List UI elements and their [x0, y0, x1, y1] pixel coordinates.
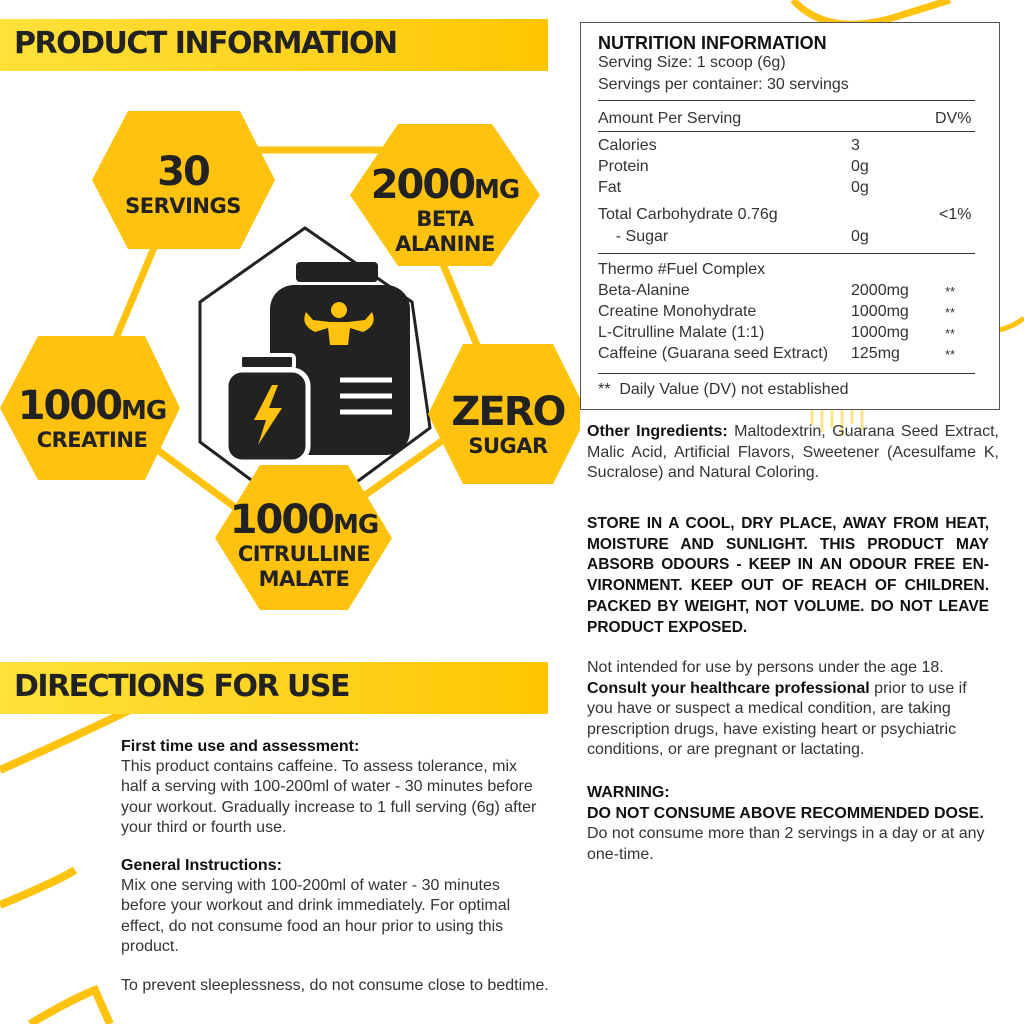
divider	[598, 373, 975, 374]
divider	[598, 131, 975, 132]
general-instructions-title: General Instructions:	[121, 857, 282, 874]
dv-footnote: ** Daily Value (DV) not established	[598, 381, 849, 398]
caution-consult: Consult your healthcare professional	[587, 679, 870, 697]
complex-row-name: Caffeine (Guarana seed Extract)	[598, 345, 829, 362]
hex-zero-label: SUGAR	[468, 434, 548, 458]
warning-text: Do not consume more than 2 servings in a day or at any one-time.	[587, 825, 985, 863]
directions-title: DIRECTIONS FOR USE	[14, 669, 349, 704]
hex-servings-number: 30	[157, 149, 209, 195]
serving-size: Serving Size: 1 scoop (6g)	[598, 54, 786, 71]
complex-row-name: Creatine Monohydrate	[598, 303, 757, 320]
row-calories-name: Calories	[598, 137, 657, 154]
complex-row-dv: **	[945, 347, 956, 362]
hex-beta-label-2: ALANINE	[395, 232, 495, 256]
hex-beta-label-1: BETA	[416, 207, 474, 231]
hex-beta-alanine-text	[360, 162, 530, 256]
complex-row-amount: 125mg	[851, 345, 900, 362]
caution-rest: prior to use if you have or suspect a medical condition, are taking prescription drugs, have existing heart or psychiatric conditions, or are pregnant or lactating.	[587, 679, 967, 759]
directions-banner	[0, 662, 548, 714]
first-use-title: First time use and assessment:	[121, 738, 360, 755]
hex-creatine-label: CREATINE	[36, 428, 148, 452]
complex-row-amount: 2000mg	[851, 282, 909, 299]
hex-citrulline-label-1: CITRULLINE	[237, 542, 371, 566]
warning-dose: DO NOT CONSUME ABOVE RECOMMENDED DOSE.	[587, 804, 984, 822]
hex-servings-text	[120, 149, 246, 218]
hex-zero-number: ZERO	[451, 389, 565, 435]
complex-row-dv: **	[945, 284, 956, 299]
row-sugar-name: - Sugar	[598, 228, 669, 245]
warning-title: WARNING:	[587, 784, 670, 801]
complex-row-dv: **	[945, 326, 956, 341]
hex-citrulline-label-2: MALATE	[258, 567, 350, 591]
complex-row-amount: 1000mg	[851, 324, 909, 341]
dv-header: DV%	[935, 110, 972, 127]
general-instructions-section	[121, 856, 541, 957]
hex-zero-sugar-text	[445, 389, 571, 458]
other-ingredients-text: Maltodextrin, Guarana Seed Extract, Malic Acid, Artificial Flavors, Sweetener (Acesulfame K, Sucralose) and Natural Coloring.	[587, 423, 999, 482]
row-protein-name: Protein	[598, 158, 649, 175]
storage-instructions: STORE IN A COOL, DRY PLACE, AWAY FROM HEAT, MOISTURE AND SUNLIGHT. THIS PRODUCT MAY ABSORB ODOURS - KEEP IN AN ODOUR FREE EN-VIRONMENT. KEEP OUT OF REACH OF CHILDREN. PACKED BY WEIGHT, NOT VOLUME. DO NOT LEAVE PRODUCT EXPOSED.	[587, 515, 989, 636]
first-use-section	[121, 737, 541, 838]
divider	[598, 100, 975, 101]
first-use-text: This product contains caffeine. To assess tolerance, mix half a serving with 100-200ml of water - 30 minutes before your workout. Gradually increase to 1 full serving (6g) after your third or fourth use.	[121, 758, 537, 836]
row-fat-amount: 0g	[851, 179, 869, 196]
row-carb-dv: <1%	[939, 206, 972, 223]
caution-age: Not intended for use by persons under the age 18.	[587, 659, 944, 676]
complex-row-amount: 1000mg	[851, 303, 909, 320]
product-info-title: PRODUCT INFORMATION	[14, 26, 397, 61]
nutrition-panel	[580, 22, 1000, 410]
servings-per-container: Servings per container: 30 servings	[598, 76, 849, 93]
row-sugar-amount: 0g	[851, 228, 869, 245]
hex-citrulline-text	[222, 497, 386, 591]
hex-beta-number: 2000MG	[370, 162, 520, 208]
sleep-note: To prevent sleeplessness, do not consume close to bedtime.	[121, 977, 549, 994]
other-ingredients-label: Other Ingredients:	[587, 423, 728, 440]
row-carb-name: Total Carbohydrate 0.76g	[598, 206, 778, 223]
caution-text	[587, 658, 991, 761]
row-protein-amount: 0g	[851, 158, 869, 175]
hex-creatine-number: 1000MG	[17, 383, 167, 429]
hex-creatine-text	[10, 383, 174, 452]
amount-header: Amount Per Serving	[598, 110, 742, 127]
hex-citrulline-number: 1000MG	[229, 497, 379, 543]
complex-row-dv: **	[945, 305, 956, 320]
nutrition-title: NUTRITION INFORMATION	[598, 33, 827, 53]
general-instructions-text: Mix one serving with 100-200ml of water - 30 minutes before your workout and drink immediately. For optimal effect, do not consume food an hour prior to using this product.	[121, 877, 511, 955]
warning-block	[587, 783, 991, 865]
divider	[598, 253, 975, 254]
complex-title: Thermo #Fuel Complex	[598, 261, 766, 278]
hex-servings-label: SERVINGS	[125, 194, 241, 218]
other-ingredients	[587, 422, 999, 484]
row-calories-amount: 3	[851, 137, 860, 154]
product-info-banner	[0, 19, 548, 71]
row-fat-name: Fat	[598, 179, 622, 196]
complex-row-name: L-Citrulline Malate (1:1)	[598, 324, 765, 341]
complex-row-name: Beta-Alanine	[598, 282, 690, 299]
